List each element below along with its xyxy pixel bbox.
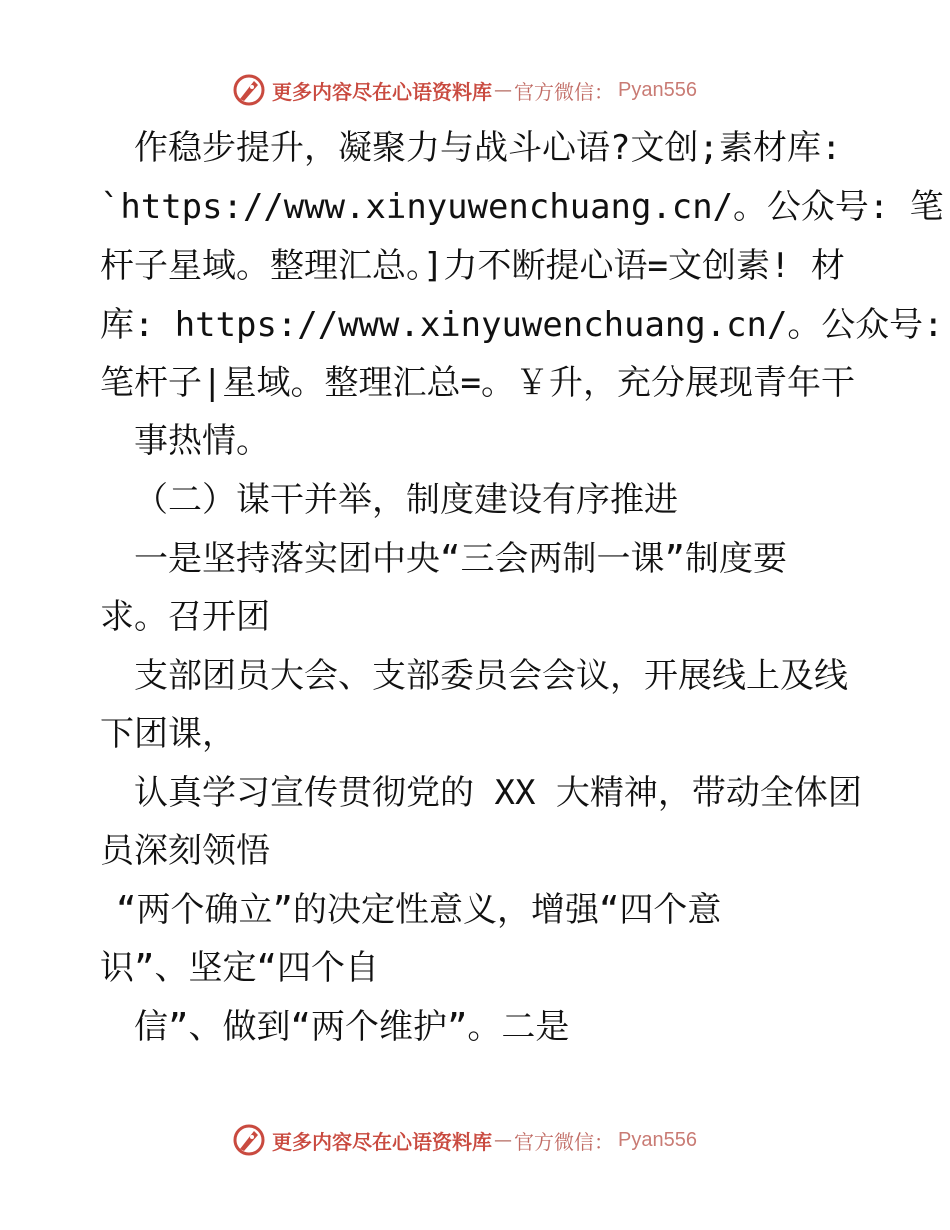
body-line: 信”、做到“两个维护”。二是: [134, 1007, 570, 1047]
body-line: `https://www.xinyuwenchuang.cn/。公众号: 笔: [100, 187, 944, 227]
footer-wechat-account: Pyan556: [618, 1128, 697, 1151]
section-heading: （二）谋干并举，制度建设有序推进: [134, 480, 678, 520]
body-line: 库: https://www.xinyuwenchuang.cn/。公众号:: [100, 305, 944, 345]
body-line: 杆子星域。整理汇总。]力不断提心语=文创素! 材: [100, 246, 845, 286]
body-line: “两个确立”的决定性意义，增强“四个意: [116, 890, 722, 930]
header-wechat-label: 官方微信：: [514, 79, 614, 104]
body-line: 下团课，: [100, 714, 236, 754]
footer-wechat-label: 官方微信：: [514, 1129, 614, 1154]
body-line: 支部团员大会、支部委员会会议，开展线上及线: [134, 656, 848, 696]
header-wechat-account: Pyan556: [618, 78, 697, 101]
body-line: 识”、坚定“四个自: [100, 948, 379, 988]
header-site-name: 更多内容尽在心语资料库: [272, 79, 492, 104]
footer-banner: [232, 1122, 697, 1158]
footer-separator: —: [494, 1129, 512, 1151]
header-separator: —: [494, 79, 512, 101]
body-line: 笔杆子|星域。整理汇总=。￥升，充分展现青年干: [100, 363, 855, 403]
header-banner: [232, 72, 697, 108]
body-line: 事热情。: [134, 421, 270, 461]
body-line: 求。召开团: [100, 597, 270, 637]
pen-nib-circle-icon: [232, 73, 266, 107]
body-line: 作稳步提升，凝聚力与战斗心语?文创;素材库:: [134, 128, 842, 168]
body-line: 一是坚持落实团中央“三会两制一课”制度要: [134, 539, 787, 579]
pen-nib-circle-icon: [232, 1123, 266, 1157]
body-line: 员深刻领悟: [100, 831, 270, 871]
footer-site-name: 更多内容尽在心语资料库: [272, 1129, 492, 1154]
body-line: 认真学习宣传贯彻党的 XX 大精神，带动全体团: [134, 773, 862, 813]
